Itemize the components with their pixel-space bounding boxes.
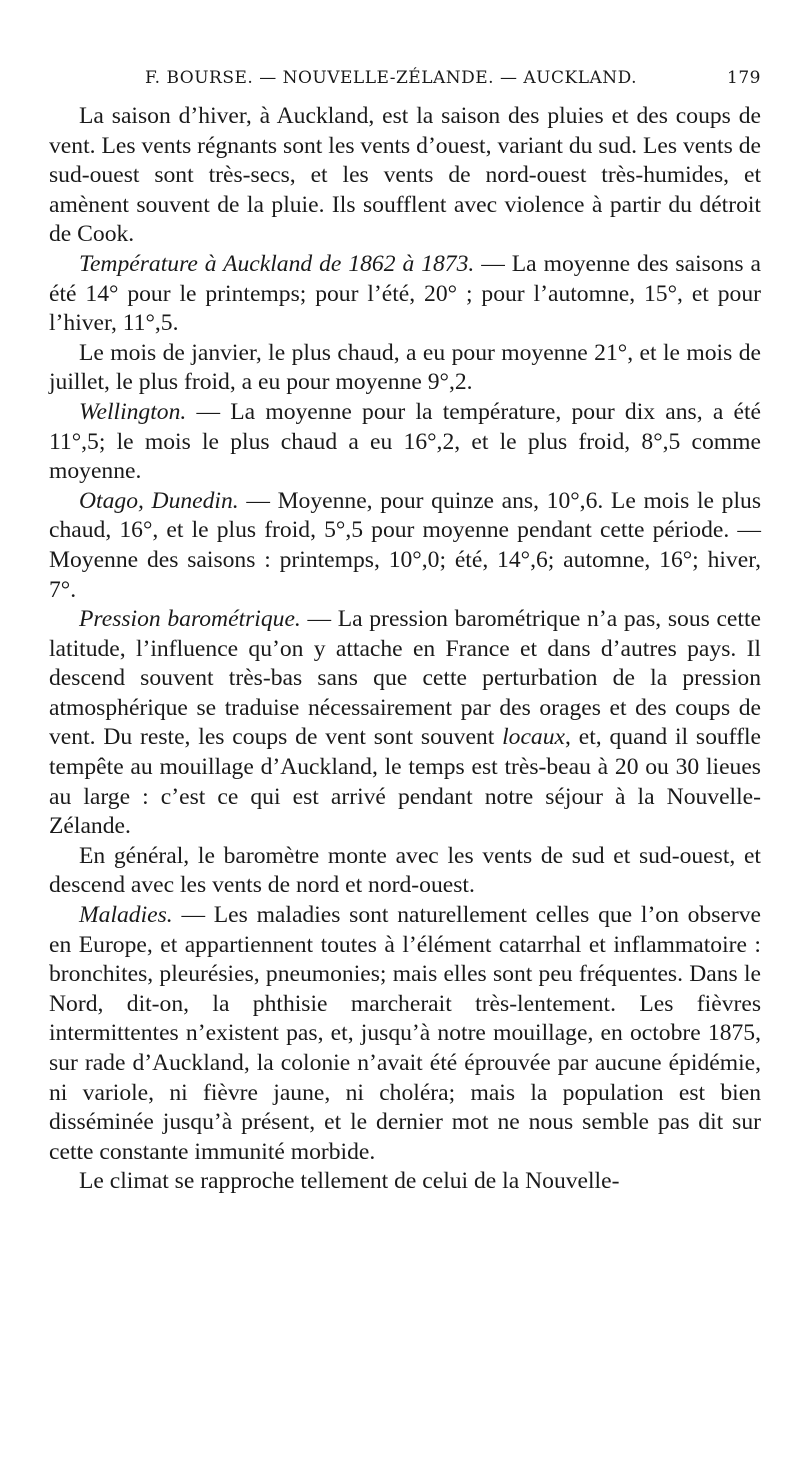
italic-heading: Pression barométrique. [79, 606, 301, 633]
paragraph [49, 1167, 761, 1197]
paragraph-text: , et, quand il souffle tempête au mouillage d’Auckland, le temps est très-beau à 20 ou 30 lieues au large : c’est ce qui est arrivé pendant notre séjour à la Nouvelle-Zélande. [49, 724, 761, 840]
paragraph-text: — La moyenne pour la température, pour dix ans, a été 11°,5; le mois le plus chaud a eu 16°,2, et le plus froid, 8°,5 comme moyenne. [49, 398, 761, 485]
italic-heading: Wellington. [79, 398, 187, 425]
paragraph-text: La saison d’hiver, à Auckland, est la saison des pluies et des coups de vent. Les vents régnants sont les vents d’ouest, variant du sud. Les vents de sud-ouest sont très-secs, et les vents de nord-ouest très-humides, et amènent souvent de la pluie. Ils soufflent avec violence à partir du détroit de Cook. [49, 103, 761, 248]
paragraph-text: — Les maladies sont naturellement celles que l’on observe en Europe, et appartiennent toutes à l’élément catarrhal et inflammatoire : bronchites, pleurésies, pneumonies; mais elles sont peu fréquentes. Dans le Nord, dit-on, la phthisie marcherait très-lentement. Les fièvres intermittentes n’existent pas, et, jusqu’à notre mouillage, en octobre 1875, sur rade d’Auckland, la colonie n’avait été éprouvée par aucune épidémie, ni variole, ni fièvre jaune, ni choléra; mais la population est bien disséminée jusqu’à présent, et le dernier mot ne nous semble pas dit sur cette constante immunité morbide. [49, 902, 761, 1165]
body-text [49, 102, 761, 1197]
paragraph [49, 487, 761, 605]
paragraph [49, 398, 761, 487]
italic-heading: Maladies. [79, 902, 173, 929]
paragraph [49, 339, 761, 398]
italic-heading: Otago, Dunedin. [79, 487, 239, 514]
paragraph [49, 250, 761, 339]
paragraph-text: — Moyenne, pour quinze ans, 10°,6. Le mois le plus chaud, 16°, et le plus froid, 5°,5 pour moyenne pendant cette période. — Moyenne des saisons : printemps, 10°,0; été, 14°,6; automne, 16°; hiver, 7°. [49, 487, 761, 603]
paragraph [49, 901, 761, 1167]
italic-heading: Température à Auckland de 1862 à 1873. [79, 250, 475, 277]
paragraph-text: — La pression barométrique n’a pas, sous cette latitude, l’influence qu’on y attache en France et dans d’autres pays. Il descend souvent très-bas sans que cette perturbation de la pression atmosphérique se traduise nécessairement par des orages et des coups de vent. Du reste, les coups de vent sont souvent [49, 606, 761, 751]
paragraph [49, 605, 761, 842]
running-title: F. BOURSE. — NOUVELLE-ZÉLANDE. — AUCKLAND. [145, 68, 638, 88]
book-page [49, 60, 761, 1197]
paragraph [49, 842, 761, 901]
page-number: 179 [727, 68, 761, 88]
italic-heading: locaux [502, 724, 565, 751]
paragraph-text: En général, le baromètre monte avec les vents de sud et sud-ouest, et descend avec les vents de nord et nord-ouest. [49, 842, 761, 899]
paragraph [49, 102, 761, 250]
paragraph-text: Le climat se rapproche tellement de celui de la Nouvelle- [79, 1168, 620, 1195]
paragraph-text: Le mois de janvier, le plus chaud, a eu pour moyenne 21°, et le mois de juillet, le plus froid, a eu pour moyenne 9°,2. [49, 339, 761, 396]
paragraph-text: — La moyenne des saisons a été 14° pour le printemps; pour l’été, 20° ; pour l’automne, 15°, et pour l’hiver, 11°,5. [49, 250, 761, 337]
running-head [49, 60, 761, 100]
